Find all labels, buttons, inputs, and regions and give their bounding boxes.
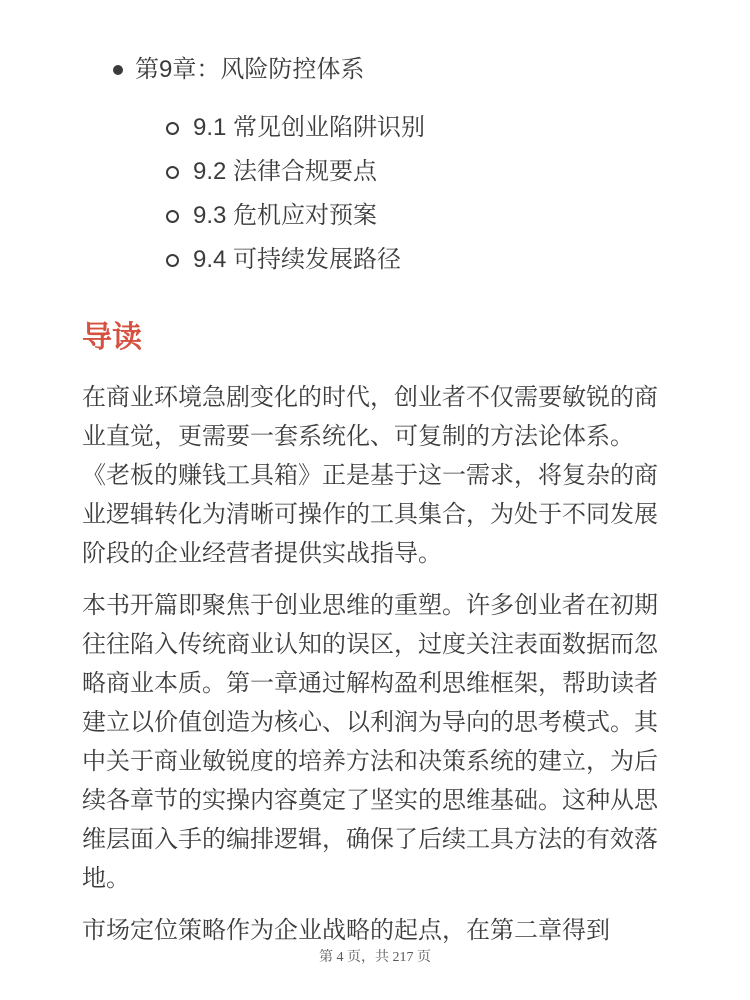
toc-subitem-label: 9.1 常见创业陷阱识别 — [193, 114, 426, 141]
bullet-circle-icon — [166, 254, 179, 267]
toc-chapter-item — [113, 50, 666, 89]
body-paragraph-3: 市场定位策略作为企业战略的起点，在第二章得到 — [82, 917, 610, 944]
toc-subitem-label: 9.3 危机应对预案 — [193, 202, 378, 229]
toc-subitem — [166, 194, 666, 238]
toc-chapter-label: 第9章：风险防控体系 — [135, 56, 365, 83]
body-paragraph-2: 本书开篇即聚焦于创业思维的重塑。许多创业者在初期往往陷入传统商业认知的误区，过度关注表面数据而忽略商业本质。第一章通过解构盈利思维框架，帮助读者建立以价值创造为核心、以利润为导向的思考模式。其中关于商业敏锐度的培养方法和决策系统的建立，为后续各章节的实操内容奠定了坚实的思维基础。这种从思维层面入手的编排逻辑，确保了后续工具方法的有效落地。 — [82, 592, 658, 892]
bullet-circle-icon — [166, 166, 179, 179]
body-paragraph-1: 在商业环境急剧变化的时代，创业者不仅需要敏锐的商业直觉，更需要一套系统化、可复制的方法论体系。《老板的赚钱工具箱》正是基于这一需求，将复杂的商业逻辑转化为清晰可操作的工具集合，为处于不同发展阶段的企业经营者提供实战指导。 — [82, 384, 658, 567]
page-footer: 第 4 页，共 217 页 — [319, 950, 431, 965]
toc-sublist — [82, 106, 666, 282]
toc-subitem — [166, 238, 666, 282]
toc-subitem-label: 9.4 可持续发展路径 — [193, 246, 402, 273]
bullet-circle-icon — [166, 210, 179, 223]
section-heading: 导读 — [82, 321, 142, 354]
toc-subitem-label: 9.2 法律合规要点 — [193, 158, 378, 185]
bullet-disc-icon — [113, 65, 123, 75]
toc-subitem — [166, 106, 666, 150]
toc-list — [82, 50, 666, 282]
toc-subitem — [166, 150, 666, 194]
bullet-circle-icon — [166, 122, 179, 135]
